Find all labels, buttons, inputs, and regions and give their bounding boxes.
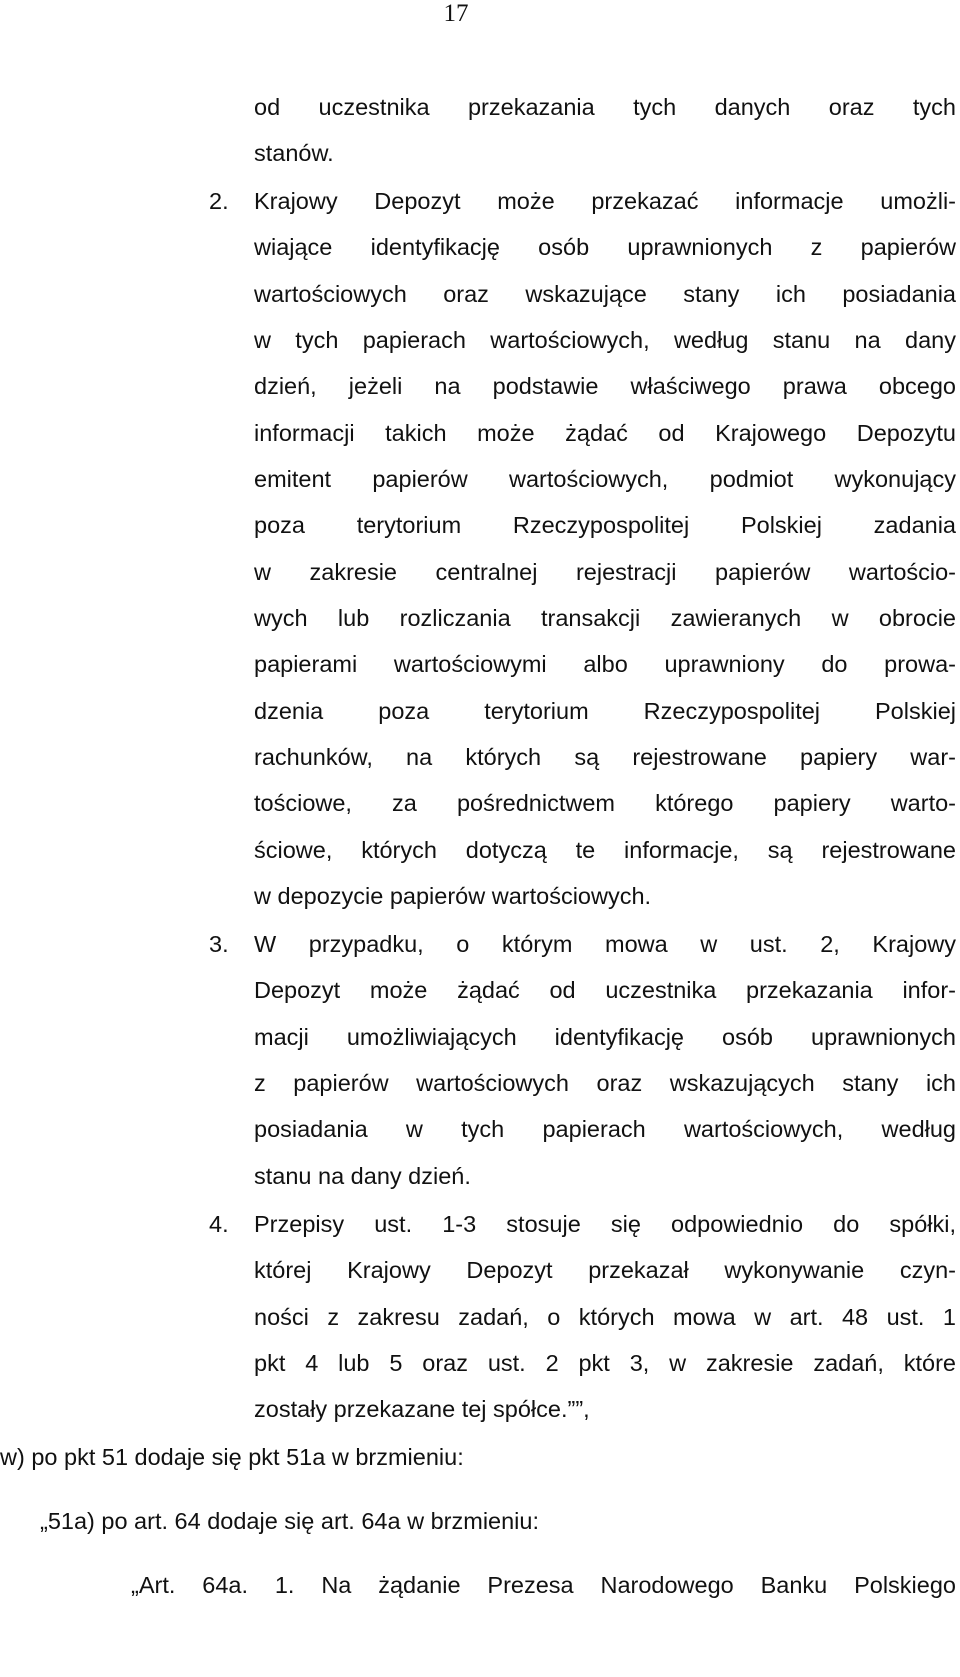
paragraph-line: posiadania w tych papierach wartościowych, według (254, 1116, 956, 1142)
paragraph-line: której Krajowy Depozyt przekazał wykonywanie czyn- (254, 1257, 956, 1283)
paragraph-line: ności z zakresu zadań, o których mowa w art. 48 ust. 1 (254, 1304, 956, 1330)
paragraph-line: Krajowy Depozyt może przekazać informacje umożli- (254, 188, 956, 214)
paragraph-line: rachunków, na których są rejestrowane papiery war- (254, 744, 956, 770)
paragraph-line: dzenia poza terytorium Rzeczypospolitej Polskiej (254, 698, 956, 724)
paragraph-line: z papierów wartościowych oraz wskazujących stany ich (254, 1070, 956, 1096)
section-number: 4. (209, 1211, 229, 1237)
paragraph-line: macji umożliwiających identyfikację osób uprawnionych (254, 1024, 956, 1050)
paragraph-line: pkt 4 lub 5 oraz ust. 2 pkt 3, w zakresie zadań, które (254, 1350, 956, 1376)
paragraph-line: poza terytorium Rzeczypospolitej Polskiej zadania (254, 512, 956, 538)
paragraph-line: emitent papierów wartościowych, podmiot wykonujący (254, 466, 956, 492)
paragraph-line: Przepisy ust. 1-3 stosuje się odpowiednio do spółki, (254, 1211, 956, 1237)
paragraph-line: informacji takich może żądać od Krajowego Depozytu (254, 420, 956, 446)
paragraph-line: dzień, jeżeli na podstawie właściwego prawa obcego (254, 373, 956, 399)
page-number: 17 (443, 0, 469, 27)
paragraph-line: ściowe, których dotyczą te informacje, są rejestrowane (254, 837, 956, 863)
article-heading-line: „Art. 64a. 1. Na żądanie Prezesa Narodowego Banku Polskiego (131, 1572, 956, 1598)
paragraph-line: od uczestnika przekazania tych danych oraz tych (254, 94, 956, 120)
paragraph-line: stanu na dany dzień. (254, 1163, 471, 1189)
paragraph-line: tościowe, za pośrednictwem którego papiery warto- (254, 790, 956, 816)
paragraph-line: papierami wartościowymi albo uprawniony do prowa- (254, 651, 956, 677)
paragraph-line: zostały przekazane tej spółce.””, (254, 1396, 590, 1422)
paragraph-line: stanów. (254, 140, 334, 166)
paragraph-line: wych lub rozliczania transakcji zawieranych w obrocie (254, 605, 956, 631)
section-number: 3. (209, 931, 229, 957)
paragraph-line: wartościowych oraz wskazujące stany ich posiadania (254, 281, 956, 307)
paragraph-line: w depozycie papierów wartościowych. (254, 883, 652, 909)
section-number: 2. (209, 188, 229, 214)
paragraph-line: W przypadku, o którym mowa w ust. 2, Krajowy (254, 931, 956, 957)
amendment-item-w: w) po pkt 51 dodaje się pkt 51a w brzmieniu: (0, 1444, 464, 1470)
paragraph-line: Depozyt może żądać od uczestnika przekazania infor- (254, 977, 956, 1003)
amendment-item-51a: „51a) po art. 64 dodaje się art. 64a w brzmieniu: (40, 1508, 539, 1534)
paragraph-line: w zakresie centralnej rejestracji papierów wartościo- (254, 559, 956, 585)
paragraph-line: w tych papierach wartościowych, według stanu na dany (254, 327, 956, 353)
paragraph-line: wiające identyfikację osób uprawnionych z papierów (254, 234, 956, 260)
